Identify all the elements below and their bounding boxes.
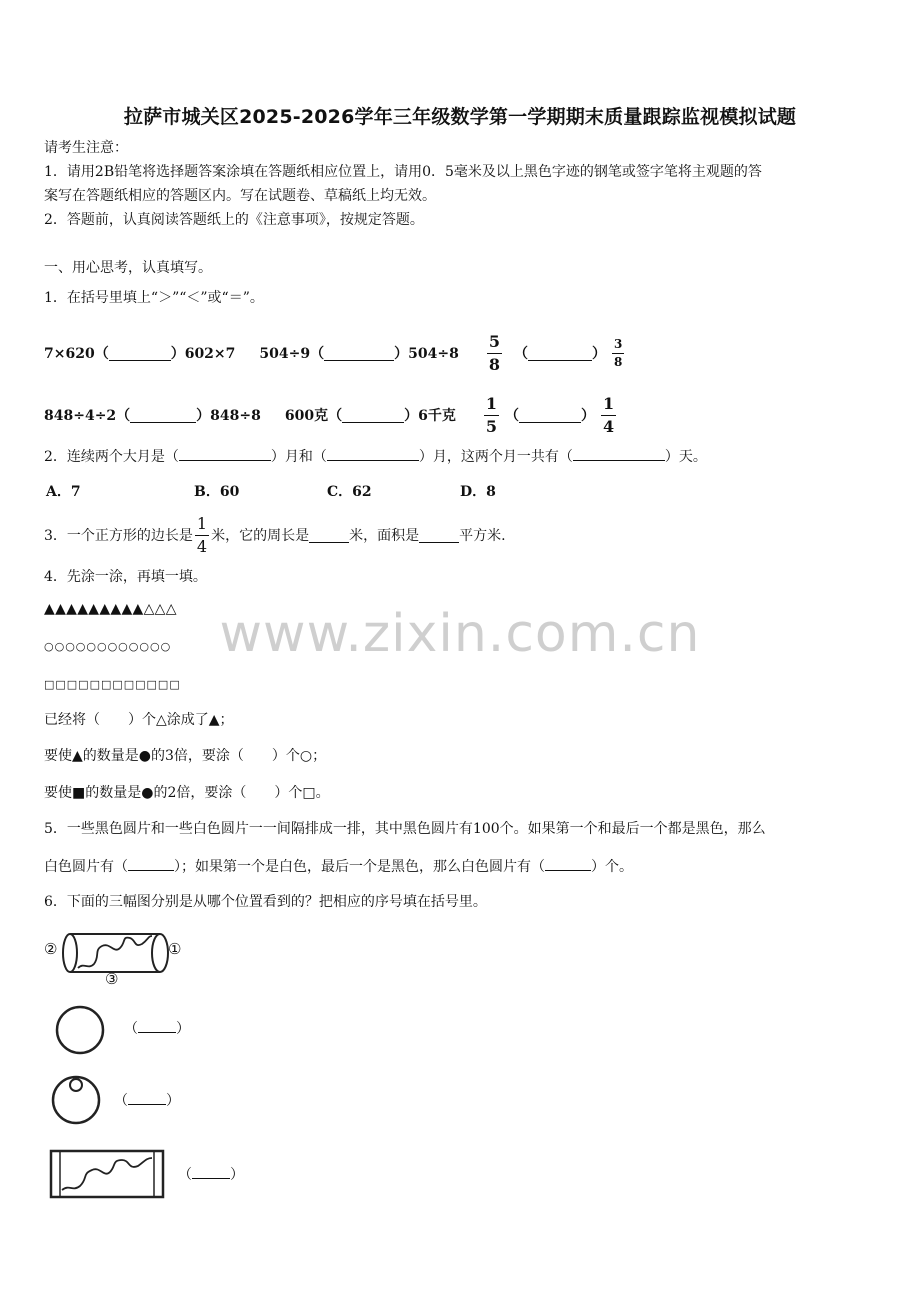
q3-stem: 3．一个正方形的边长是 $\frac{1}{4}$ 米，它的周长是 米，面积是 平方米. [44, 513, 506, 556]
q6-cylinder-figure [44, 924, 194, 988]
q1-row1-frac-left: $\frac{5}{8}$ [488, 331, 500, 374]
circle-dot-view-icon [50, 1074, 102, 1126]
q4-stem: 4．先涂一涂，再填一填。 [44, 569, 207, 585]
q1-row2-paren-open: （ [505, 408, 519, 424]
q1-row2-c-blank[interactable] [519, 408, 581, 423]
position-label-3: ③ [105, 970, 119, 988]
q1-row2-a-left: 848÷4÷2（ [44, 408, 131, 424]
q4-circles-row: ○○○○○○○○○○○○ [44, 640, 172, 653]
notice-item1-line1: 1．请用2B铅笔将选择题答案涂填在答题纸相应位置上，请用0．5毫米及以上黑色字迹的钢笔或签字笔将主观题的答 [44, 164, 762, 180]
q1-row1 [44, 330, 630, 376]
q4-triangles-row: ▲▲▲▲▲▲▲▲▲△△△ [44, 601, 177, 617]
q1-row1-a-blank[interactable] [109, 346, 171, 361]
notice-heading: 请考生注意： [44, 140, 128, 156]
q4-line1: 已经将（ ）个△涂成了▲； [44, 712, 234, 728]
q1-row2-frac-left: $\frac{1}{5}$ [485, 393, 497, 436]
q1-row1-b-blank[interactable] [324, 346, 394, 361]
q1-stem: 1．在括号里填上“＞”“＜”或“＝”。 [44, 290, 264, 306]
view-circle-with-dot [50, 1074, 102, 1126]
notice-item1-line2: 案写在答题纸相应的答题区内。写在试题卷、草稿纸上均无效。 [44, 188, 436, 204]
q2-blank-2[interactable] [327, 446, 419, 461]
q2-option-c[interactable]: C．62 [327, 484, 372, 500]
q1-row2-b-blank[interactable] [342, 408, 404, 423]
q5-blank-2[interactable] [545, 856, 591, 871]
section-heading: 一、用心思考，认真填写。 [44, 260, 212, 276]
q4-line2: 要使▲的数量是●的3倍，要涂（ ）个○； [44, 748, 327, 764]
q4-squares-row: □□□□□□□□□□□□ [44, 678, 181, 691]
q1-row2-b-right: ）6千克 [404, 408, 456, 424]
view3-answer: （ ） [178, 1164, 244, 1185]
q1-row2-paren-close: ） [581, 408, 595, 424]
q1-row2-a-right: ）848÷8 [196, 408, 261, 424]
view1-answer: （ ） [124, 1018, 190, 1039]
circle-view-icon [54, 1004, 106, 1056]
watermark: www.zixin.com.cn [219, 604, 701, 664]
q3-blank-1[interactable] [309, 528, 349, 543]
q1-row2-a-blank[interactable] [130, 408, 196, 423]
q1-row2-frac-right: $\frac{1}{4}$ [603, 393, 615, 436]
rectangle-view-icon [48, 1148, 166, 1200]
q5-blank-1[interactable] [128, 856, 174, 871]
q6-stem: 6．下面的三幅图分别是从哪个位置看到的？把相应的序号填在括号里。 [44, 894, 487, 910]
q1-row1-a-right: ）602×7 [170, 346, 236, 362]
q1-row1-a-left: 7×620（ [44, 346, 109, 362]
q1-row1-frac-right: $\frac{3}{8}$ [613, 336, 623, 369]
q4-line3: 要使■的数量是●的2倍，要涂（ ）个□。 [44, 785, 330, 801]
view-circle [54, 1004, 106, 1056]
q5-line1: 5．一些黑色圆片和一些白色圆片一一间隔排成一排，其中黑色圆片有100个。如果第一个和最后一个都是黑色，那么 [44, 821, 766, 837]
page-title: 拉萨市城关区2025-2026学年三年级数学第一学期期末质量跟踪监视模拟试题 [123, 106, 797, 128]
view-rectangle [48, 1148, 166, 1200]
q2-stem: 2．连续两个大月是（ ）月和（ ）月，这两个月一共有（ ）天。 [44, 446, 707, 467]
q2-option-d[interactable]: D．8 [460, 484, 496, 500]
q1-row2-b-left: 600克（ [284, 408, 343, 424]
q1-row1-paren-open: （ [513, 346, 528, 362]
view2-blank[interactable] [128, 1090, 166, 1105]
view1-blank[interactable] [138, 1018, 176, 1033]
view2-answer: （ ） [114, 1090, 180, 1111]
q1-row1-b-left: 504÷9（ [259, 346, 325, 362]
q2-option-b[interactable]: B．60 [194, 484, 240, 500]
q2-option-a[interactable]: A．7 [46, 484, 81, 500]
q1-row1-paren-close: ） [591, 346, 606, 362]
q1-row1-b-right: ）504÷8 [394, 346, 459, 362]
q2-blank-3[interactable] [573, 446, 665, 461]
position-label-2: ② [44, 940, 58, 958]
q1-row2 [44, 392, 622, 438]
q5-line2: 白色圆片有（ ）；如果第一个是白色，最后一个是黑色，那么白色圆片有（ ）个。 [44, 856, 633, 877]
q1-row1-c-blank[interactable] [528, 346, 592, 361]
position-label-1: ① [168, 940, 182, 958]
q2-blank-1[interactable] [179, 446, 271, 461]
view3-blank[interactable] [192, 1164, 230, 1179]
q3-blank-2[interactable] [419, 528, 459, 543]
q3-fraction: $\frac{1}{4}$ [196, 513, 208, 556]
notice-item2: 2．答题前，认真阅读答题纸上的《注意事项》，按规定答题。 [44, 212, 424, 228]
